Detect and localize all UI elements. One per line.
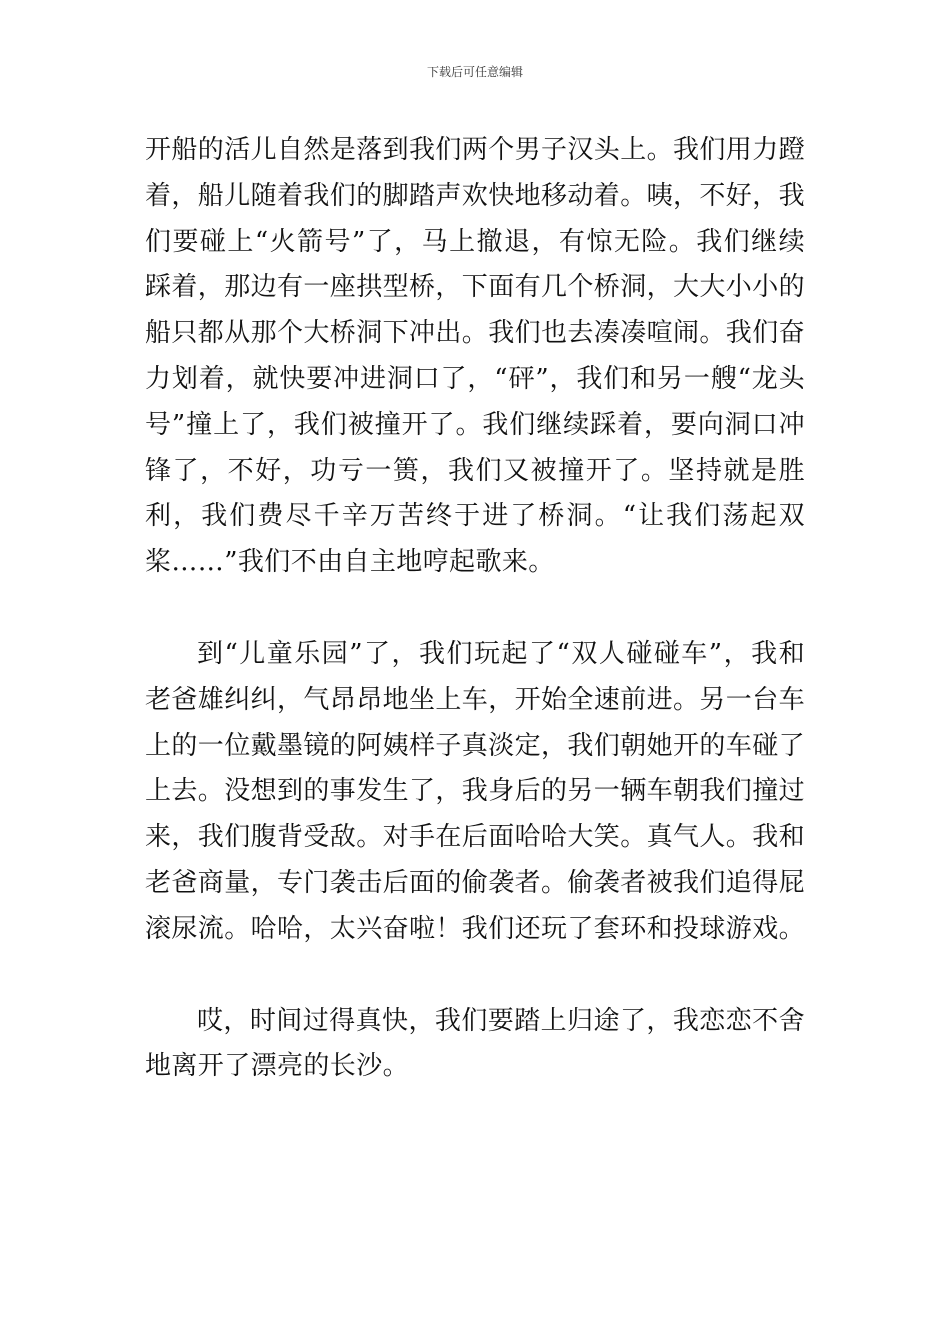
paragraph-boat-ride: 开船的活儿自然是落到我们两个男子汉头上。我们用力蹬着，船儿随着我们的脚踏声欢快地移动着。咦，不好，我们要碰上“火箭号”了，马上撤退，有惊无险。我们继续踩着，那边有一座拱型桥，下面有几个桥洞，大大小小的船只都从那个大桥洞下冲出。我们也去凑凑喧闹。我们奋力划着，就快要冲进洞口了，“砰”，我们和另一艘“龙头号”撞上了，我们被撞开了。我们继续踩着，要向洞口冲锋了，不好，功亏一篑，我们又被撞开了。坚持就是胜利，我们费尽千辛万苦终于进了桥洞。“让我们荡起双桨……”我们不由自主地哼起歌来。: [145, 135, 806, 578]
body-text: [145, 128, 805, 1090]
paragraph-bumper-cars: 到“儿童乐园”了，我们玩起了“双人碰碰车”，我和老爸雄纠纠，气昂昂地坐上车，开始全速前进。另一台车上的一位戴墨镜的阿姨样子真淡定，我们朝她开的车碰了上去。没想到的事发生了，我身后的另一辆车朝我们撞过来，我们腹背受敌。对手在后面哈哈大笑。真气人。我和老爸商量，专门袭击后面的偷袭者。偷袭者被我们追得屁滚尿流。哈哈，太兴奋啦！我们还玩了套环和投球游戏。: [145, 638, 806, 944]
page-header: 下载后可任意编辑: [426, 65, 523, 79]
paragraph-return-trip: 哎，时间过得真快，我们要踏上归途了，我恋恋不舍地离开了漂亮的长沙。: [145, 1005, 805, 1082]
